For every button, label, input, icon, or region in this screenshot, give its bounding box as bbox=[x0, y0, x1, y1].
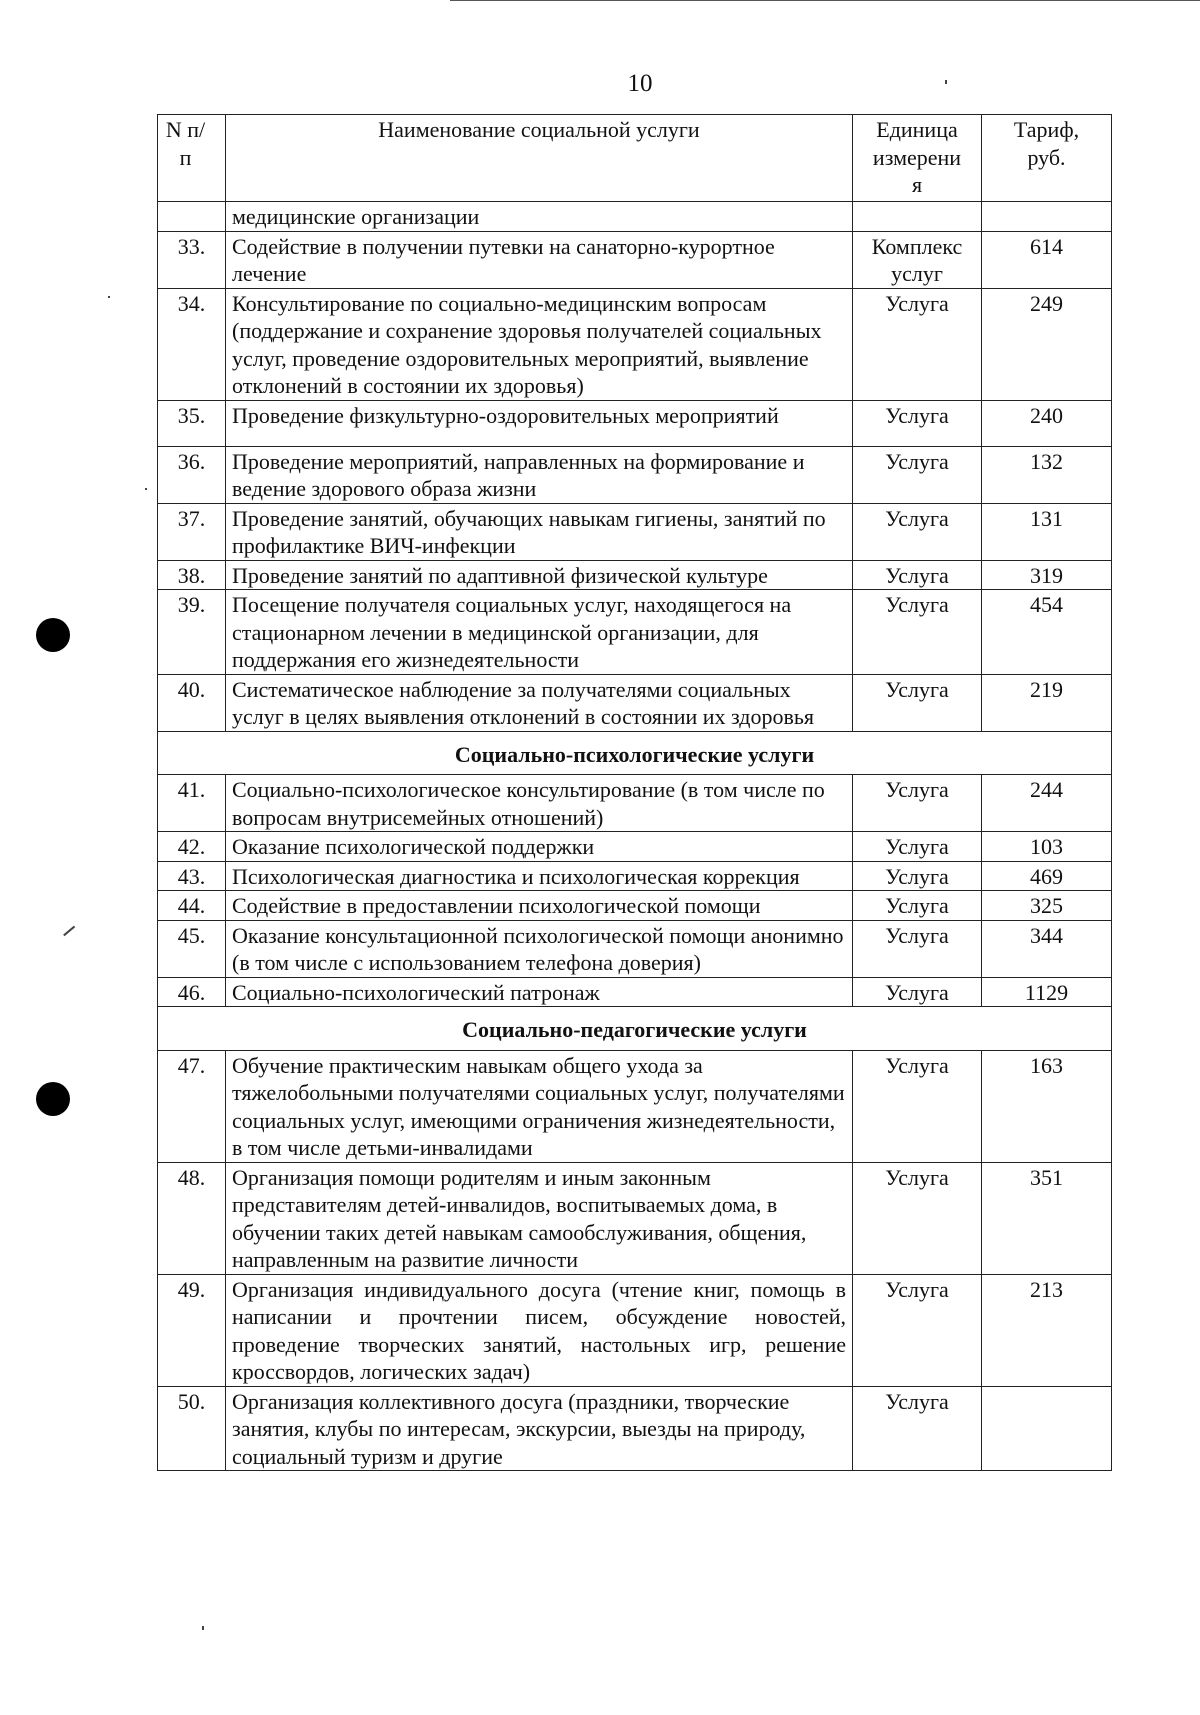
service-name: Социально-психологический патронаж bbox=[226, 977, 853, 1007]
service-name: Проведение мероприятий, направленных на формирование и ведение здорового образа жизни bbox=[226, 446, 853, 503]
service-name: Психологическая диагностика и психологическая коррекция bbox=[226, 861, 853, 891]
section-title: Социально-психологические услуги bbox=[158, 731, 1112, 775]
service-name: Систематическое наблюдение за получателями социальных услуг в целях выявления отклонений в состоянии их здоровья bbox=[226, 674, 853, 731]
service-name: Организация помощи родителям и иным законным представителям детей-инвалидов, воспитываемых дома, в обучении таких детей навыкам самообслуживания, общения, направленным на развитие личности bbox=[226, 1162, 853, 1274]
page-number: 10 bbox=[627, 70, 653, 97]
unit-of-measure: Услуга bbox=[853, 288, 982, 400]
service-name: Содействие в получении путевки на санаторно-курортное лечение bbox=[226, 231, 853, 288]
tariff-value: 469 bbox=[982, 861, 1112, 891]
scan-top-edge bbox=[450, 0, 1200, 1]
row-number: 38. bbox=[158, 560, 226, 590]
table-row bbox=[158, 977, 1112, 1007]
continuation-row bbox=[158, 202, 1112, 232]
row-number: 40. bbox=[158, 674, 226, 731]
row-number: 34. bbox=[158, 288, 226, 400]
service-name: Консультирование по социально-медицинским вопросам (поддержание и сохранение здоровья получателей социальных услуг, проведение оздоровительных мероприятий, выявление отклонений в состоянии их здоровья) bbox=[226, 288, 853, 400]
tariff-value: 454 bbox=[982, 590, 1112, 675]
service-name: Социально-психологическое консультирование (в том числе по вопросам внутрисемейных отношений) bbox=[226, 775, 853, 832]
unit-of-measure: Услуга bbox=[853, 1386, 982, 1471]
row-number: 39. bbox=[158, 590, 226, 675]
scan-speck bbox=[145, 488, 147, 490]
unit-of-measure: Комплекс услуг bbox=[853, 231, 982, 288]
unit-of-measure: Услуга bbox=[853, 674, 982, 731]
table-row bbox=[158, 891, 1112, 921]
punch-hole-lower bbox=[36, 1082, 70, 1116]
table-row bbox=[158, 1274, 1112, 1386]
table-row bbox=[158, 1050, 1112, 1162]
tariff-value: 1129 bbox=[982, 977, 1112, 1007]
table-row bbox=[158, 775, 1112, 832]
tariff-value: 325 bbox=[982, 891, 1112, 921]
service-name: Проведение физкультурно-оздоровительных мероприятий bbox=[226, 400, 853, 446]
unit-of-measure: Услуга bbox=[853, 977, 982, 1007]
table-row bbox=[158, 231, 1112, 288]
unit-of-measure: Услуга bbox=[853, 1162, 982, 1274]
scan-speck bbox=[108, 296, 110, 298]
unit-of-measure: Услуга bbox=[853, 775, 982, 832]
header-tariff: Тариф, руб. bbox=[982, 115, 1112, 202]
table-row bbox=[158, 446, 1112, 503]
table-header-row bbox=[158, 115, 1112, 202]
scan-speck bbox=[202, 1626, 204, 1630]
tariff-value: 103 bbox=[982, 832, 1112, 862]
scan-speck bbox=[63, 926, 75, 936]
row-number: 42. bbox=[158, 832, 226, 862]
row-number: 44. bbox=[158, 891, 226, 921]
row-number: 37. bbox=[158, 503, 226, 560]
section-psychological bbox=[158, 731, 1112, 775]
tariff-value bbox=[982, 1386, 1112, 1471]
unit-of-measure: Услуга bbox=[853, 891, 982, 921]
table-row bbox=[158, 560, 1112, 590]
medical-services-rows bbox=[158, 231, 1112, 731]
row-number: 45. bbox=[158, 920, 226, 977]
tariff-value: 219 bbox=[982, 674, 1112, 731]
tariff-value: 319 bbox=[982, 560, 1112, 590]
table-row bbox=[158, 674, 1112, 731]
services-tariff-table bbox=[157, 114, 1112, 1471]
unit-of-measure: Услуга bbox=[853, 920, 982, 977]
unit-of-measure: Услуга bbox=[853, 446, 982, 503]
service-name: Посещение получателя социальных услуг, находящегося на стационарном лечении в медицинской организации, для поддержания его жизнедеятельности bbox=[226, 590, 853, 675]
service-name: Проведение занятий по адаптивной физической культуре bbox=[226, 560, 853, 590]
table-row bbox=[158, 861, 1112, 891]
table-row bbox=[158, 288, 1112, 400]
row-number: 33. bbox=[158, 231, 226, 288]
pedagogical-services-rows bbox=[158, 1050, 1112, 1471]
unit-of-measure: Услуга bbox=[853, 560, 982, 590]
unit-of-measure: Услуга bbox=[853, 861, 982, 891]
table-row bbox=[158, 503, 1112, 560]
section-pedagogical bbox=[158, 1007, 1112, 1051]
row-number: 48. bbox=[158, 1162, 226, 1274]
service-name: Организация индивидуального досуга (чтение книг, помощь в написании и прочтении писем, обсуждение новостей, проведение творческих занятий, настольных игр, решение кроссвордов, логических задач) bbox=[226, 1274, 853, 1386]
tariff-value: 244 bbox=[982, 775, 1112, 832]
header-unit: Единица измерени я bbox=[853, 115, 982, 202]
header-num: N п/п bbox=[158, 115, 226, 202]
service-name: Оказание психологической поддержки bbox=[226, 832, 853, 862]
table-row bbox=[158, 590, 1112, 675]
header-name: Наименование социальной услуги bbox=[226, 115, 853, 202]
tariff-value: 132 bbox=[982, 446, 1112, 503]
row-number: 46. bbox=[158, 977, 226, 1007]
service-name: Обучение практическим навыкам общего ухода за тяжелобольными получателями социальных услуг, получателями социальных услуг, имеющими ограничения жизнедеятельности, в том числе детьми-инвалидами bbox=[226, 1050, 853, 1162]
unit-of-measure: Услуга bbox=[853, 590, 982, 675]
row-number: 49. bbox=[158, 1274, 226, 1386]
tariff-value: 614 bbox=[982, 231, 1112, 288]
tariff-value: 351 bbox=[982, 1162, 1112, 1274]
unit-of-measure: Услуга bbox=[853, 503, 982, 560]
unit-of-measure: Услуга bbox=[853, 832, 982, 862]
service-name: Оказание консультационной психологической помощи анонимно (в том числе с использованием телефона доверия) bbox=[226, 920, 853, 977]
tariff-value: 240 bbox=[982, 400, 1112, 446]
table-row bbox=[158, 1162, 1112, 1274]
table-row bbox=[158, 400, 1112, 446]
section-title: Социально-педагогические услуги bbox=[158, 1007, 1112, 1051]
unit-of-measure: Услуга bbox=[853, 400, 982, 446]
tariff-value: 213 bbox=[982, 1274, 1112, 1386]
table-row bbox=[158, 920, 1112, 977]
unit-of-measure: Услуга bbox=[853, 1050, 982, 1162]
table-row bbox=[158, 1386, 1112, 1471]
row-number: 50. bbox=[158, 1386, 226, 1471]
row-number: 41. bbox=[158, 775, 226, 832]
psychological-services-rows bbox=[158, 775, 1112, 1007]
service-name: Проведение занятий, обучающих навыкам гигиены, занятий по профилактике ВИЧ-инфекции bbox=[226, 503, 853, 560]
table-row bbox=[158, 832, 1112, 862]
row-number: 43. bbox=[158, 861, 226, 891]
tariff-value: 163 bbox=[982, 1050, 1112, 1162]
row-number: 47. bbox=[158, 1050, 226, 1162]
service-name: Организация коллективного досуга (праздники, творческие занятия, клубы по интересам, экскурсии, выезды на природу, социальный туризм и другие bbox=[226, 1386, 853, 1471]
tariff-value: 131 bbox=[982, 503, 1112, 560]
tariff-value: 249 bbox=[982, 288, 1112, 400]
unit-of-measure: Услуга bbox=[853, 1274, 982, 1386]
row-number: 36. bbox=[158, 446, 226, 503]
row-number: 35. bbox=[158, 400, 226, 446]
scan-speck bbox=[945, 80, 947, 84]
continuation-text: медицинские организации bbox=[226, 202, 853, 232]
service-name: Содействие в предоставлении психологической помощи bbox=[226, 891, 853, 921]
punch-hole-upper bbox=[36, 618, 70, 652]
tariff-value: 344 bbox=[982, 920, 1112, 977]
